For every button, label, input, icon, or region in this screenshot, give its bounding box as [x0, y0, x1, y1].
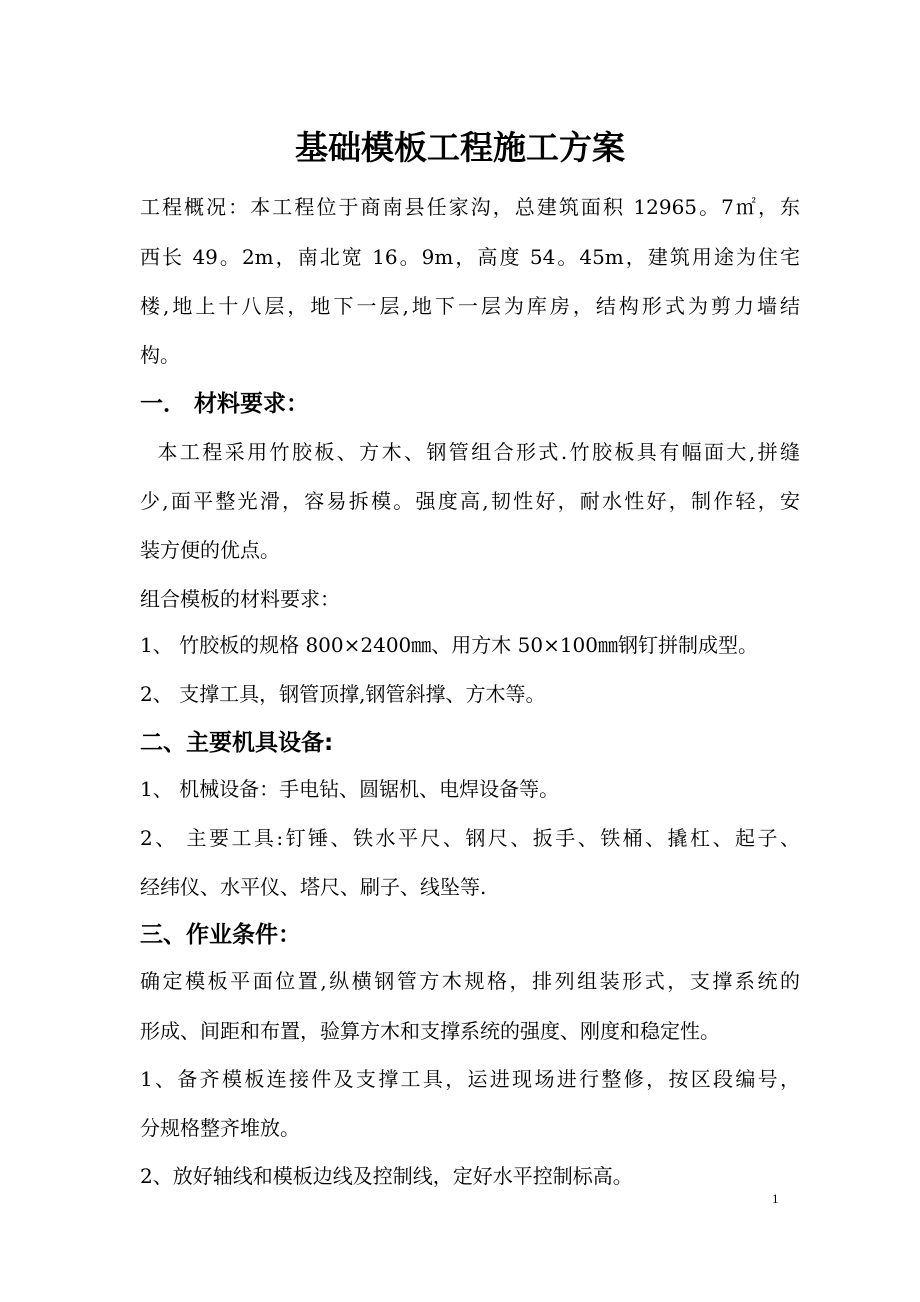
- section2-item-2-cont: 经纬仪、水平仪、塔尺、刷子、线坠等.: [140, 875, 487, 899]
- section2-heading: 二、主要机具设备:: [140, 730, 334, 756]
- document-title: 基础模板工程施工方案: [295, 128, 625, 167]
- overview-line-1: 工程概况：本工程位于商南县任家沟，总建筑面积 12965。7㎡，东: [140, 195, 800, 219]
- section1-sub-label: 组合模板的材料要求：: [140, 587, 340, 611]
- section1-para-line-1: 本工程采用竹胶板、方木、钢管组合形式.竹胶板具有幅面大,拼缝: [140, 440, 800, 464]
- section3-line-3: 1、备齐模板连接件及支撑工具，运进现场进行整修，按区段编号，: [140, 1067, 800, 1091]
- section3-line-1: 确定模板平面位置,纵横钢管方木规格，排列组装形式，支撑系统的: [140, 969, 800, 993]
- section1-heading: 一． 材料要求：: [140, 391, 310, 417]
- section1-para-line-3: 装方便的优点。: [140, 538, 280, 562]
- section3-line-4: 分规格整齐堆放。: [140, 1116, 300, 1140]
- section3-heading: 三、作业条件：: [140, 922, 301, 948]
- section3-line-2: 形成、间距和布置，验算方木和支撑系统的强度、刚度和稳定性。: [140, 1019, 720, 1043]
- section2-item-2: 2、 主要工具:钉锤、铁水平尺、钢尺、扳手、铁桶、撬杠、起子、: [140, 826, 800, 850]
- section1-item-1: 1、 竹胶板的规格 800×2400㎜、用方木 50×100㎜钢钉拼制成型。: [140, 633, 759, 657]
- section1-item-2: 2、 支撑工具，钢管顶撑,钢管斜撑、方木等。: [140, 682, 546, 706]
- overview-line-4: 构。: [140, 343, 180, 367]
- section3-line-5: 2、放好轴线和模板边线及控制线，定好水平控制标高。: [140, 1164, 633, 1188]
- overview-line-3: 楼,地上十八层，地下一层,地下一层为库房，结构形式为剪力墙结: [140, 294, 800, 318]
- page-number: 1: [772, 1191, 779, 1206]
- section1-para-line-2: 少,面平整光滑，容易拆模。强度高,韧性好，耐水性好，制作轻，安: [140, 489, 800, 513]
- section2-item-1: 1、 机械设备：手电钻、圆锯机、电焊设备等。: [140, 777, 560, 801]
- overview-line-2: 西长 49。2m，南北宽 16。9m，高度 54。45m，建筑用途为住宅: [140, 245, 800, 269]
